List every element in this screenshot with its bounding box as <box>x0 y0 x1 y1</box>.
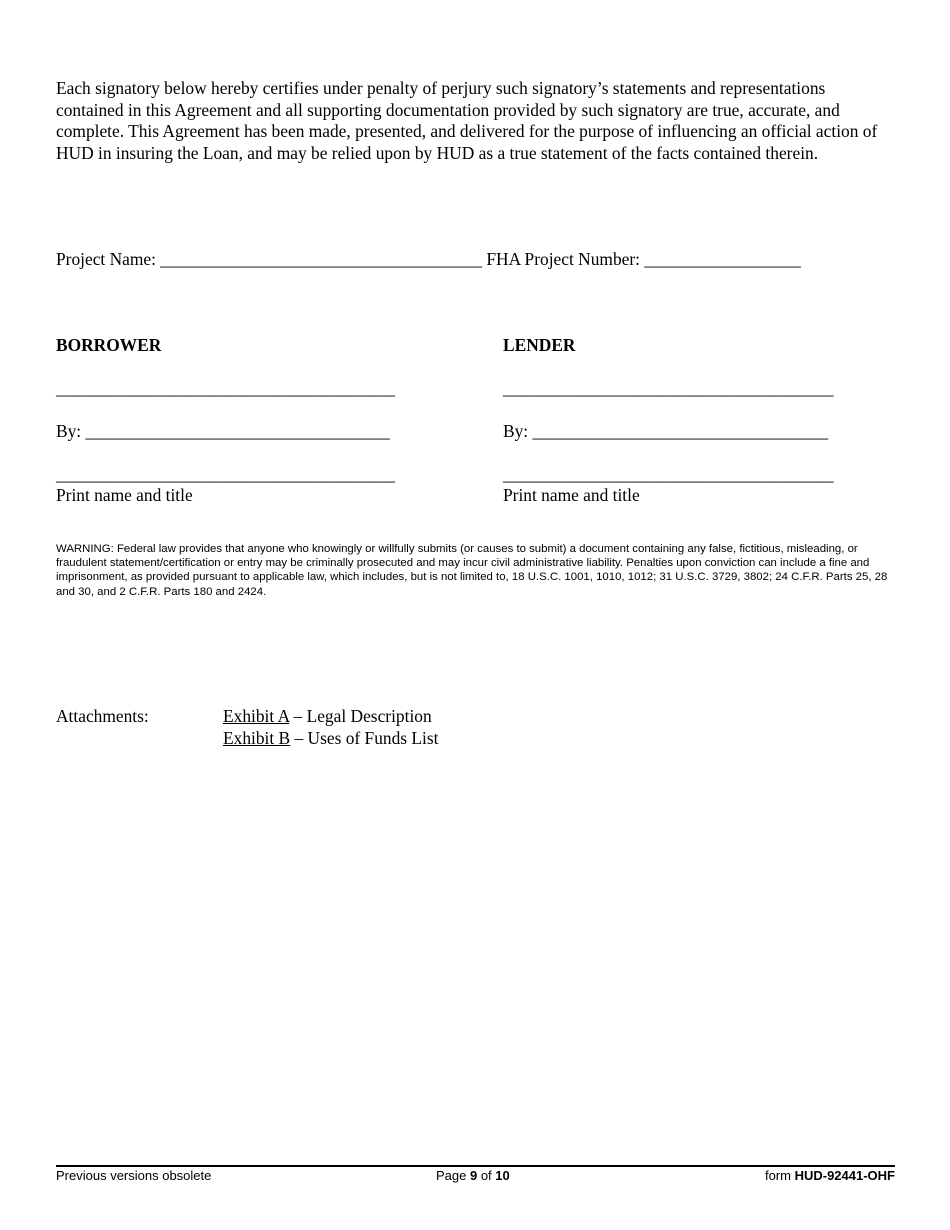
attachments-label: Attachments: <box>56 706 149 726</box>
form-prefix: form <box>764 1168 795 1183</box>
attachment-item <box>223 728 438 750</box>
exhibit-b-link[interactable]: Exhibit B <box>223 727 291 748</box>
certification-paragraph: Each signatory below hereby certifies under penalty of perjury such signatory’s statements and representations contained in this Agreement and all supporting documentation provided by such signatory are true, accurate, and complete. This Agreement has been made, presented, and delivered for the purpose of influencing an official action of HUD in insuring the Loan, and may be relied upon by HUD as a true statement of the facts contained therein. <box>56 78 878 163</box>
lender-by-line: By: __________________________________ <box>503 421 829 441</box>
lender-print-label: Print name and title <box>503 485 640 505</box>
lender-name-line: ______________________________________ <box>503 464 834 484</box>
borrower-heading: BORROWER <box>56 335 162 355</box>
exhibit-b-description: – Uses of Funds List <box>290 727 439 748</box>
page-prefix: Page <box>436 1168 470 1183</box>
footer-rule <box>56 1165 895 1167</box>
borrower-by-line: By: ___________________________________ <box>56 421 390 441</box>
project-info-line: Project Name: _____________________________________ FHA Project Number: __________________ <box>56 249 801 269</box>
borrower-signature-line: _______________________________________ <box>56 378 396 398</box>
page-of: of <box>477 1168 496 1183</box>
exhibit-a-description: – Legal Description <box>289 706 432 726</box>
borrower-name-line: _______________________________________ <box>56 464 396 484</box>
page-current: 9 <box>469 1168 478 1183</box>
footer-page-number <box>436 1168 510 1183</box>
page-total: 10 <box>495 1168 510 1183</box>
lender-heading: LENDER <box>503 335 576 355</box>
borrower-print-label: Print name and title <box>56 485 193 505</box>
warning-notice: WARNING: Federal law provides that anyone who knowingly or willfully submits (or causes to submit) a document containing any false, fictitious, misleading, or fraudulent statement/certification or entry may be criminally prosecuted and may incur civil administrative liability. Penalties upon conviction can include a fine and imprisonment, as provided pursuant to applicable law, which includes, but is not limited to, 18 U.S.C. 1001, 1010, 1012; 31 U.S.C. 3729, 3802; 24 C.F.R. Parts 25, 28 and 30, and 2 C.F.R. Parts 180 and 2424. <box>56 543 888 598</box>
attachment-item <box>223 706 438 728</box>
form-id: HUD-92441-OHF <box>794 1168 895 1183</box>
footer-form-number <box>765 1168 895 1183</box>
exhibit-a-link[interactable]: Exhibit A <box>223 706 290 726</box>
footer-obsolete-note: Previous versions obsolete <box>56 1168 212 1183</box>
lender-signature-line: ______________________________________ <box>503 378 834 398</box>
attachments-list <box>223 706 438 749</box>
